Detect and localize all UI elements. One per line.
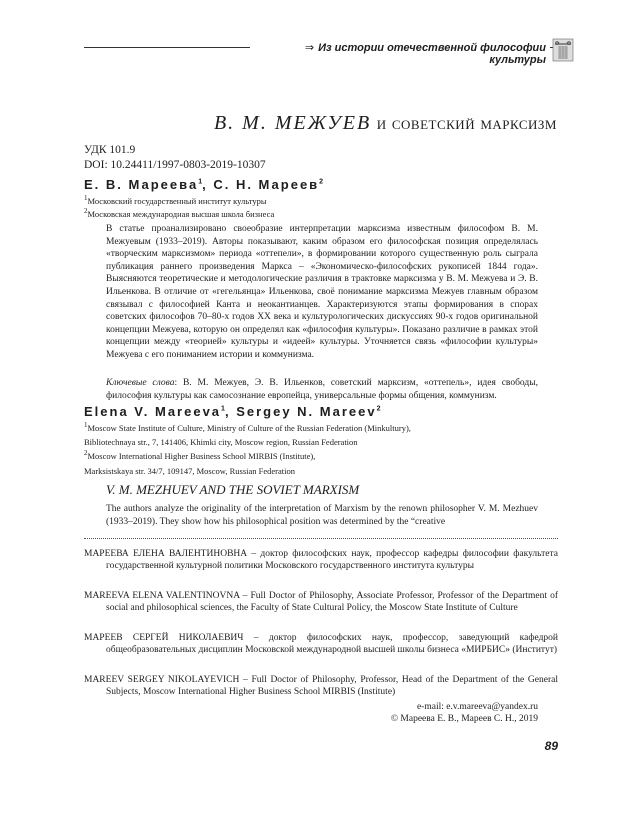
abstract-ru: В статье проанализировано своеобразие интерпретации марксизма известным философом В. М. Межуевым (1933–2019). Авторы показывают, каким образом его философская позиция определялась «творческим марксизмом» периода «оттепели», в формировании которого существенную роль сыграла публикация раннего произведения Маркса – «Экономическо-философских рукописей 1844 года». Выясняются теоретические и методологические различия в трактовке марксизма у В. М. Межуева и Э. В. Ильенкова. В отличие от «гегельянца» Ильенкова, своё понимание марксизма Межуев главным образом связывал с философией Канта и неокантианцев. Характеризуются этапы формирования в спорах советских философов 70–80-х годов XX века и культурологических дискуссиях 90-х годов оригинальной концепции Межуева, которую он определял как «философия культуры». Показано различие в рамках этой концепции между «теорией» культуры и «идеей» культуры. Уточняется связь «философии культуры» Межуева с его пониманием истории и коммунизма. bbox=[106, 224, 538, 360]
author-2-ru: С. Н. Мареев bbox=[213, 177, 320, 192]
about-author-1-en: MAREEVA ELENA VALENTINOVNA – Full Doctor of Philosophy, Associate Professor, Professor of the Department of social and philosophical sciences, the Faculty of State Cultural Policy, the Moscow State Institute of Culture bbox=[84, 591, 558, 614]
doi: DOI: 10.24411/1997-0803-2019-10307 bbox=[84, 159, 266, 171]
keywords-ru bbox=[106, 377, 538, 402]
affiliations-en bbox=[84, 420, 444, 477]
article-title-en: V. M. MEZHUEV AND THE SOVIET MARXISM bbox=[106, 482, 360, 497]
contact-email: e-mail: e.v.mareeva@yandex.ru bbox=[416, 702, 538, 712]
affiliation-en-line: $^1$Moscow State Institute of Culture, Ministry of Culture of the Russian Federation (Minkultury), bbox=[84, 421, 411, 433]
page-number: 89 bbox=[544, 739, 558, 753]
keywords-text: : В. М. Межуев, Э. В. Ильенков, советский марксизм, «оттепель», идея свободы, философия культуры как самосознание европейца, универсальные формы общения, коммунизм. bbox=[106, 378, 538, 401]
affiliation-ru-1: $^1$Московский государственный институт культуры bbox=[84, 194, 267, 206]
affiliation-en-line: Bibliotechnaya str., 7, 141406, Khimki city, Moscow region, Russian Federation bbox=[84, 437, 358, 448]
copyright: © Мареева Е. В., Мареев С. Н., 2019 bbox=[390, 714, 538, 724]
about-author-2-ru: МАРЕЕВ СЕРГЕЙ НИКОЛАЕВИЧ – доктор философских наук, профессор, заведующий кафедрой общеобразовательных дисциплин Московской международной высшей школы бизнеса «МИРБИС» (Институт) bbox=[84, 633, 558, 656]
udk: УДК 101.9 bbox=[84, 144, 136, 156]
affiliation-en-line: Marksistskaya str. 34/7, 109147, Moscow, Russian Federation bbox=[84, 465, 295, 476]
author-2-en: Sergey N. Mareev bbox=[236, 404, 377, 419]
author-1-en: Elena V. Mareeva bbox=[84, 404, 222, 419]
article-title bbox=[84, 112, 557, 135]
arrow-icon: ⇒ bbox=[304, 42, 315, 54]
affiliation-en-line: $^2$Moscow International Higher Business School MIRBIS (Institute), bbox=[84, 449, 316, 462]
title-rest: и советский марксизм bbox=[376, 113, 557, 134]
title-name: В. М. МЕЖУЕВ bbox=[213, 112, 372, 134]
footnote-divider bbox=[84, 538, 558, 539]
running-header bbox=[250, 41, 550, 66]
keywords-label: Ключевые слова bbox=[106, 378, 175, 388]
authors-en: Elena V. Mareeva$^1$, Sergey N. Mareev$^2$ bbox=[84, 404, 381, 419]
abstract-en: The authors analyze the originality of the interpretation of Marxism by the renown philosopher V. M. Mezhuev (1933–2019). They show how his philosophical position was determined by the “creative bbox=[106, 504, 538, 527]
about-author-2-en: MAREEV SERGEY NIKOLAYEVICH – Full Doctor of Philosophy, Professor, Head of the Department of the General Subjects, Moscow International Higher Business School MIRBIS (Institute) bbox=[84, 675, 558, 698]
section-title: Из истории отечественной философии культуры bbox=[318, 42, 546, 66]
affiliations-ru bbox=[84, 193, 384, 220]
authors-ru: Е. В. Мареева$^1$, С. Н. Мареев$^2$ bbox=[84, 177, 324, 192]
affiliation-ru-2: $^2$Московская международная высшая школа бизнеса bbox=[84, 207, 275, 220]
column-capital-icon bbox=[552, 38, 574, 62]
author-1-ru: Е. В. Мареева bbox=[84, 177, 199, 192]
about-author-1-ru: МАРЕЕВА ЕЛЕНА ВАЛЕНТИНОВНА – доктор философских наук, профессор кафедры философии факультета государственной культурной политики Московского государственного института культуры bbox=[84, 549, 558, 572]
